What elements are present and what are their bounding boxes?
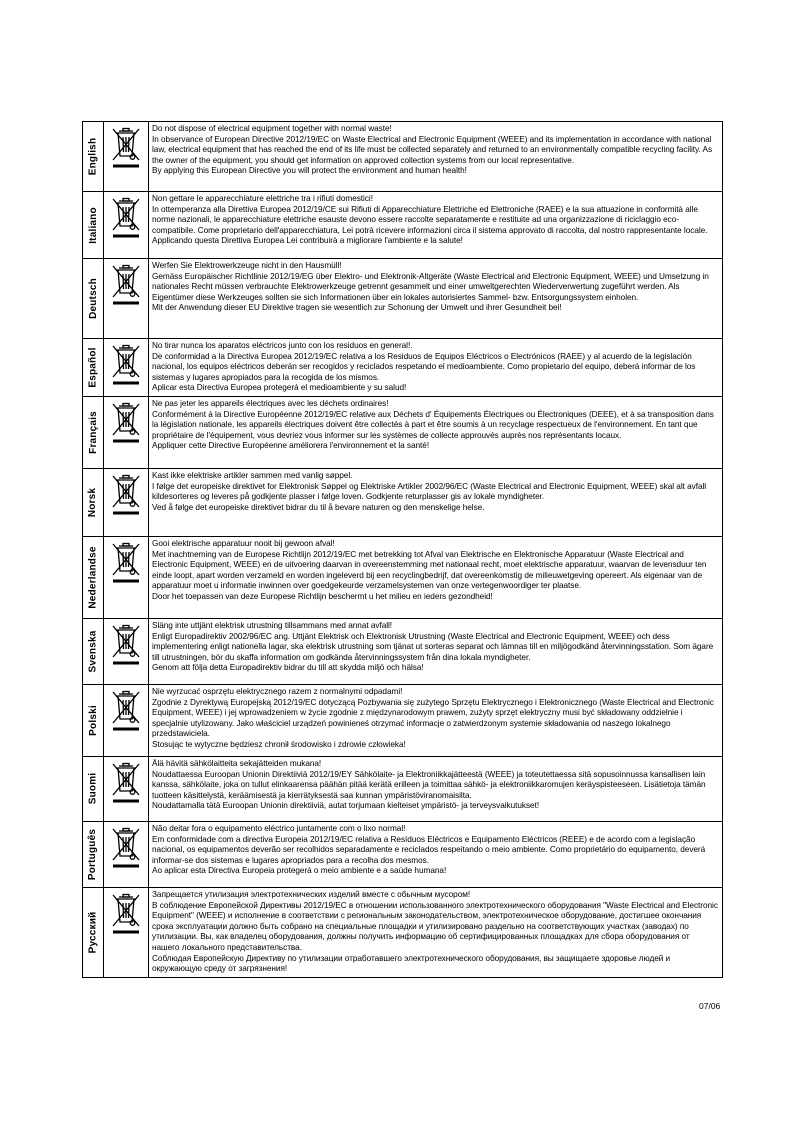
crossed-out-wheeled-bin-icon	[110, 401, 142, 445]
notice-heading: Släng inte uttjänt elektrisk utrustning tillsammans med annat avfall!	[152, 620, 393, 630]
notice-paragraph: In ottemperanza alla Direttiva Europea 2012/19/CE sui Rifiuti di Apparecchiature Elettriche ed Elettroniche (RAEE) e la sua attuazione in conformità alle norme nazionali, le apparecchiature elettriche esauste devono essere raccolte separatamente e restituite ad una organizzazione di riciclaggio eco-compatibile. Come proprietario dell'apparecchiatura, Lei potrà ricevere informazioni circa il sistema approvato di raccolta, dal nostro rappresentante locale.	[152, 204, 708, 235]
language-label: Svenska	[87, 630, 99, 673]
notice-text	[149, 468, 723, 536]
crossed-out-wheeled-bin-icon	[110, 623, 142, 667]
crossed-out-wheeled-bin-icon	[110, 473, 142, 517]
crossed-out-wheeled-bin-icon	[110, 892, 142, 936]
language-label: Nederlandse	[87, 546, 99, 609]
notice-text	[149, 536, 723, 618]
notice-text	[149, 122, 723, 192]
notice-paragraph: Mit der Anwendung dieser EU Direktive tragen sie wesentlich zur Schonung der Umwelt und ihrer Gesundheit bei!	[152, 303, 562, 313]
notice-paragraph: Applicando questa Direttiva Europea Lei contribuirà a migliorare l'ambiente e la salute!	[152, 236, 463, 246]
notice-heading: Gooi elektrische apparatuur nooit bij gewoon afval!	[152, 538, 335, 548]
notice-heading: Werfen Sie Elektrowerkzeuge nicht in den Hausmüll!	[152, 261, 342, 270]
weee-notice-table	[82, 121, 723, 978]
language-cell	[83, 821, 104, 887]
notice-paragraph: Genom att följa detta Europadirektiv bidrar du till att skydda miljö och hälsa!	[152, 663, 424, 673]
language-label: Suomi	[87, 773, 99, 805]
notice-paragraph: De conformidad a la Directiva Europea 2012/19/EC relativa a los Residuos de Equipos Eléctricos o Electrónicos (RAEE) y al acuerdo de la legislación nacional, los equipos eléctricos deberán ser recogidos y reciclados respetando el medioambiente. Como propietario del equipo, deberá informar de los sistemas y lugares apropiados para la recogida de los mismos.	[152, 351, 696, 382]
language-label: Polski	[87, 705, 99, 736]
notice-paragraph: Noudattamalla tätä Euroopan Unionin direktiiviä, autat torjumaan kielteiset ympäristö- ja terveysvaikutukset!	[152, 801, 540, 811]
icon-cell	[104, 259, 149, 339]
notice-text	[149, 684, 723, 756]
language-section	[83, 122, 723, 192]
language-label: Français	[87, 411, 99, 454]
notice-text	[149, 887, 723, 977]
language-label: English	[87, 137, 99, 176]
crossed-out-wheeled-bin-icon	[110, 343, 142, 387]
language-label: Norsk	[87, 487, 99, 518]
notice-text	[149, 821, 723, 887]
icon-cell	[104, 192, 149, 259]
language-cell	[83, 468, 104, 536]
notice-paragraph: I følge det europeiske direktivet for Elektronisk Søppel og Elektriske Artikler 2002/96/EC (Waste Electrical and Electronic Equipment, WEEE) skal alt avfall kildesorteres og leveres på godkjente plasser i følge loven. Godkjente returplasser gis av lokale myndigheter.	[152, 481, 707, 502]
crossed-out-wheeled-bin-icon	[110, 761, 142, 805]
notice-text	[149, 339, 723, 397]
language-cell	[83, 618, 104, 684]
notice-heading: Nie wyrzucać osprzętu elektrycznego razem z normalnymi odpadami!	[152, 686, 403, 696]
language-label: Español	[87, 347, 99, 388]
language-section	[83, 536, 723, 618]
crossed-out-wheeled-bin-icon	[110, 126, 142, 170]
notice-heading: Não deitar fora o equipamento eléctrico juntamente com o lixo normal!	[152, 823, 406, 833]
notice-paragraph: Met inachtneming van de Europese Richtlijn 2012/19/EC met betrekking tot Afval van Elektrische en Elektronische Apparatuur (Waste Electrical and Electronic Equipment, WEEE) en de uitvoering daarvan in overeenstemming met nationaal recht, moet elektrische apparatuur, waarvan de levensduur ten einde loopt, apart worden verzameld en worden ingeleverd bij een recyclingbedrijf, dat overeenkomstig de milieuwetgeving opereert. Als eigenaar van de apparatuur moet u informatie inwinnen over goedgekeurde verzamelsystemen van onze vertegenwoordiger ter plaatse.	[152, 549, 707, 591]
language-cell	[83, 756, 104, 821]
notice-heading: Запрещается утилизация электротехнических изделий вместе с обычным мусором!	[152, 889, 471, 899]
language-section	[83, 618, 723, 684]
language-section	[83, 468, 723, 536]
weee-notice-rows	[83, 122, 723, 978]
language-cell	[83, 339, 104, 397]
language-cell	[83, 887, 104, 977]
language-section	[83, 887, 723, 977]
crossed-out-wheeled-bin-icon	[110, 196, 142, 240]
icon-cell	[104, 821, 149, 887]
notice-paragraph: Conformément à la Directive Européenne 2012/19/EC relative aux Déchets d' Équipements Électriques ou Électroniques (DEEE), et à sa transposition dans la législation nationale, les appareils électriques doivent être collectés à part et être soumis à un recyclage respectueux de l'environnement. En tant que propriétaire de l'équipement, vous devriez vous informer sur les systèmes de collecte approuvés auprès nos représentants locaux.	[152, 409, 714, 440]
icon-cell	[104, 756, 149, 821]
crossed-out-wheeled-bin-icon	[110, 689, 142, 733]
language-cell	[83, 122, 104, 192]
language-cell	[83, 259, 104, 339]
language-cell	[83, 396, 104, 468]
icon-cell	[104, 122, 149, 192]
icon-cell	[104, 618, 149, 684]
notice-paragraph: Enligt Europadirektiv 2002/96/EC ang. Uttjänt Elektrisk och Elektronisk Utrustning (Waste Electrical and Electronic Equipment, WEEE) och dess implementering enligt nationella lagar, ska elektrisk utrustning som tjänat ut sorteras separat och lämnas till en miljögodkänd återvinningsstation. Som ägare till utrustningen, bör du skaffa information om godkända återvinningssystem från dina lokala myndigheter.	[152, 631, 714, 662]
notice-heading: No tirar nunca los aparatos eléctricos junto con los residuos en general!.	[152, 341, 413, 350]
language-cell	[83, 536, 104, 618]
notice-heading: Non gettare le apparecchiature elettriche tra i rifiuti domestici!	[152, 194, 373, 203]
language-section	[83, 756, 723, 821]
notice-paragraph: Appliquer cette Directive Européenne améliorera l'environnement et la santé!	[152, 441, 430, 451]
language-cell	[83, 192, 104, 259]
icon-cell	[104, 536, 149, 618]
notice-paragraph: Zgodnie z Dyrektywą Europejską 2012/19/EC dotyczącą Pozbywania się zużytego Sprzętu Elektrycznego i Elektronicznego (Waste Electrical and Electronic Equipment, WEEE) i jej wprowadzeniem w życie zgodnie z międzynarodowym prawem, zużyty sprzęt elektryczny musi być składowany oddzielnie i specjalnie utylizowany. Jako właściciel urządzeń powinieneś otrzymać informacje o zatwierdzonym systemie składowania od naszego lokalnego przedstawiciela.	[152, 697, 714, 739]
language-label: Português	[87, 828, 99, 881]
icon-cell	[104, 887, 149, 977]
icon-cell	[104, 339, 149, 397]
notice-paragraph: Em conformidade com a directiva Europeia 2012/19/EC relativa a Resíduos Eléctricos e Equipamento Eléctricos (REEE) e de acordo com a legislação nacional, os equipamentos deverão ser recolhidos separadamente e reciclados respeitando o meio ambiente. Como proprietário do equipamento, deverá informar-se dos sistemas e lugares apropriados para a recolha dos mesmos.	[152, 834, 706, 865]
notice-text	[149, 396, 723, 468]
notice-heading: Ne pas jeter les appareils électriques avec les déchets ordinaires!	[152, 398, 389, 408]
icon-cell	[104, 396, 149, 468]
notice-paragraph: Stosując te wytyczne będziesz chronił środowisko i zdrowie człowieka!	[152, 739, 406, 749]
crossed-out-wheeled-bin-icon	[110, 263, 142, 307]
notice-text	[149, 618, 723, 684]
notice-paragraph: Noudattaessa Euroopan Unionin Direktiiviä 2012/19/EY Sähkölaite- ja Elektroniikkajätteestä (WEEE) ja toteutettaessa sitä sopusoinnussa kansallisen lain kanssa, sähkölaite, joka on tullut elinkaarensa päähän pitää kerätä erilleen ja toimittaa sähkö- ja elektroniikkaromujen keräyspisteeseen. Lisätietoja tämän tuotteen käsittelystä, keräämisestä ja kierrätyksestä saa kunnan ympäristöviranomaisilta.	[152, 769, 706, 800]
language-section	[83, 684, 723, 756]
language-label: Русский	[87, 911, 99, 954]
notice-paragraph: Ved å følge det europeiske direktivet bidrar du til å bevare naturen og den menskelige helse.	[152, 502, 485, 512]
notice-text	[149, 192, 723, 259]
language-section	[83, 821, 723, 887]
language-cell	[83, 684, 104, 756]
language-section	[83, 339, 723, 397]
notice-heading: Älä hävitä sähkölaitteita sekajätteiden mukana!	[152, 758, 322, 768]
language-section	[83, 259, 723, 339]
notice-heading: Do not dispose of electrical equipment together with normal waste!	[152, 124, 392, 133]
language-label: Italiano	[87, 206, 99, 244]
notice-paragraph: By applying this European Directive you will protect the environment and human health!	[152, 166, 467, 176]
notice-paragraph: In observance of European Directive 2012/19/EC on Waste Electrical and Electronic Equipment (WEEE) and its implementation in accordance with national law, electrical equipment that has reached the end of its life must be collected separately and returned to an environmentally compatible recycling facility. As the owner of the equipment, you should get information on approved collection systems from our local representative.	[152, 134, 713, 165]
notice-paragraph: Gemäss Europäischer Richtlinie 2012/19/EG über Elektro- und Elektronik-Altgeräte (Waste Electrical and Electronic Equipment, WEEE) und Umsetzung in nationales Recht müssen verbrauchte Elektrowerkzeuge getrennt gesammelt und einer umweltgerechten Wiederverwertung zugeführt werden. Als Eigentümer diese Werkzeuges sollten sie sich Informationen über ein lokales autorisiertes Sammel- bzw. Entsorgungssystem einholen.	[152, 271, 709, 302]
icon-cell	[104, 468, 149, 536]
language-section	[83, 396, 723, 468]
icon-cell	[104, 684, 149, 756]
crossed-out-wheeled-bin-icon	[110, 826, 142, 870]
notice-paragraph: Aplicar esta Directiva Europea protegerá el medioambiente y su salud!	[152, 383, 407, 393]
crossed-out-wheeled-bin-icon	[110, 541, 142, 585]
notice-paragraph: Соблюдая Европейскую Директиву по утилизации отработавшего электротехнического оборудования, вы защищаете здоровье людей и окружающую среду от загрязнения!	[152, 953, 671, 974]
notice-paragraph: В соблюдение Европейской Директивы 2012/19/EC в отношении использованного электротехнического оборудования "Waste Electrical and Electronic Equipment" (WEEE) и исполнение в соответствии с региональным законодательством, электротехническое оборудование, достигшее окончания срока эксплуатации должно быть собрано на специальные площадки и утилизировано раздельно на соответствующих участках (заводах) по утилизации. Вы, как владелец оборудования, должны получить информацию об сертифицированных площадках для сбора оборудования от нашего локального представительства.	[152, 900, 718, 952]
page-number: 07/06	[699, 1001, 721, 1011]
language-label: Deutsch	[87, 278, 99, 319]
notice-heading: Kast ikke elektriske artikler sammen med vanlig søppel.	[152, 470, 353, 480]
language-section	[83, 192, 723, 259]
notice-paragraph: Ao aplicar esta Directiva Europeia protegerá o meio ambiente e a saúde humana!	[152, 866, 447, 876]
notice-paragraph: Door het toepassen van deze Europese Richtlijn beschermt u het milieu en ieders gezondheid!	[152, 591, 493, 601]
notice-text	[149, 259, 723, 339]
notice-text	[149, 756, 723, 821]
